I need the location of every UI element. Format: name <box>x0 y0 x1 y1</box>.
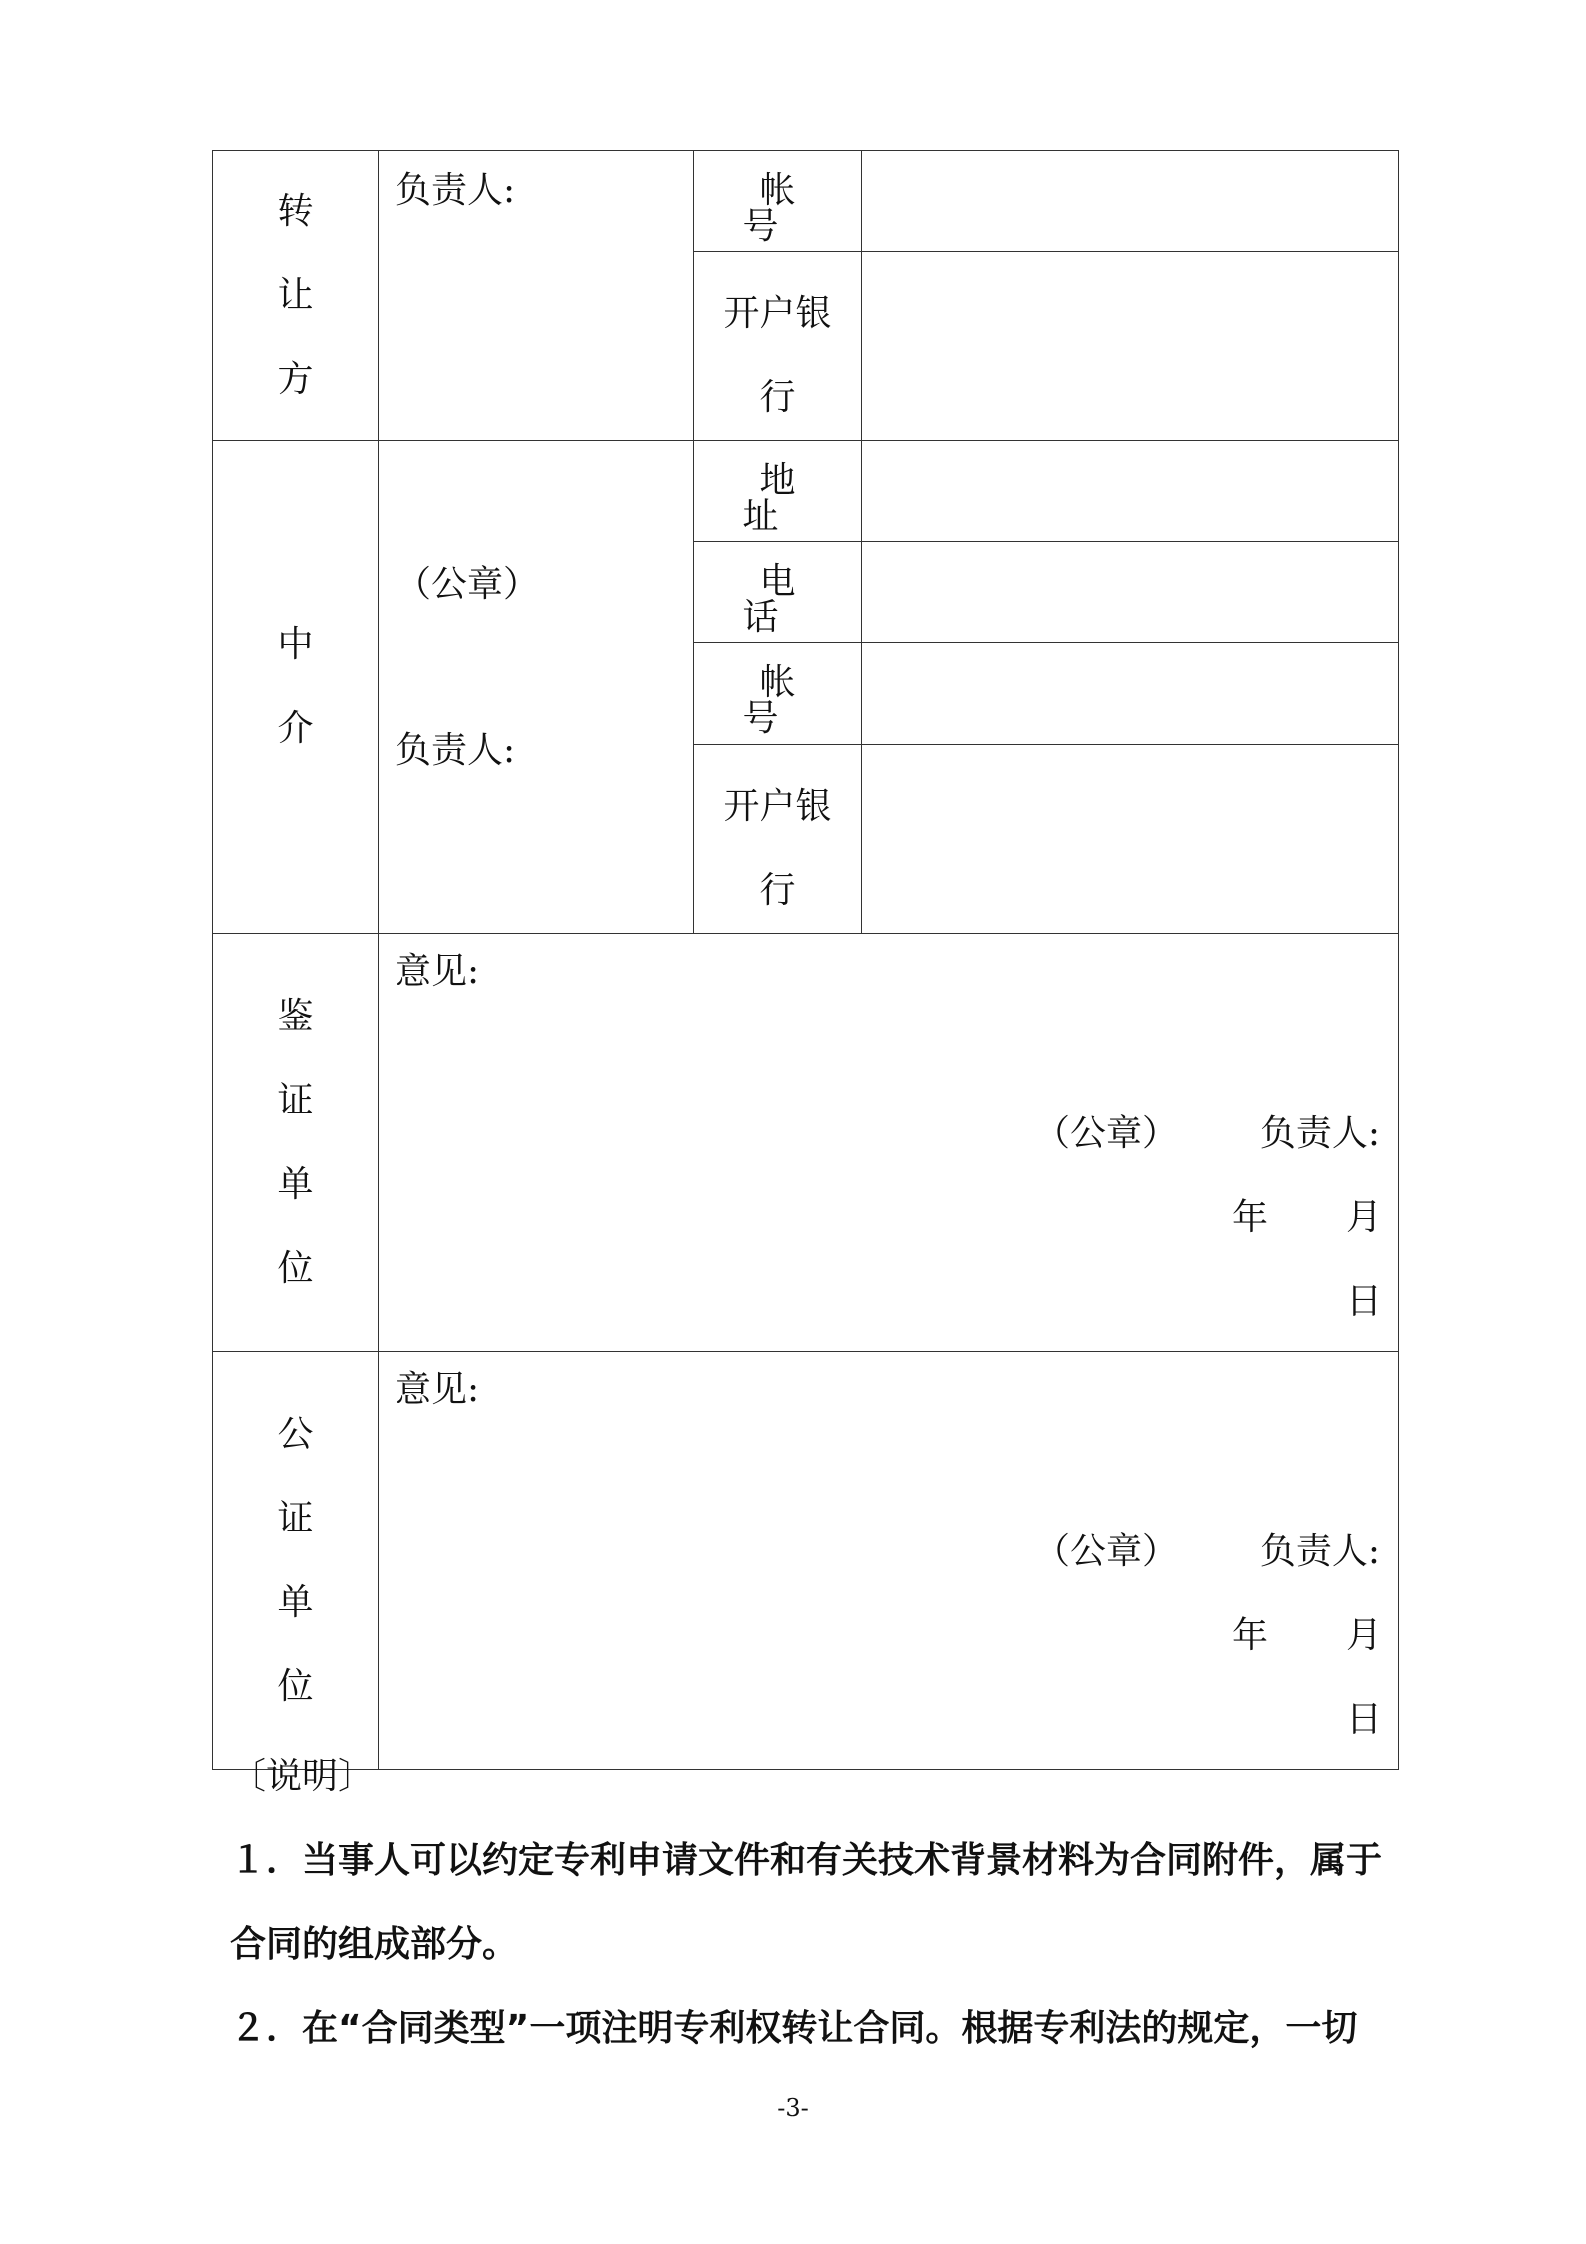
appraisal-label-char: 证 <box>277 1079 314 1121</box>
intermediary-label <box>213 441 379 934</box>
notary-label <box>213 1352 379 1770</box>
appraisal-label-char: 位 <box>277 1247 314 1289</box>
transferor-responsible-cell[interactable] <box>379 151 694 441</box>
intermediary-seal-cell[interactable] <box>379 441 694 934</box>
intermediary-address-value[interactable] <box>862 441 1399 542</box>
notary-label-char: 证 <box>277 1497 314 1539</box>
intermediary-seal: （公章） <box>395 564 540 605</box>
intermediary-bank-label <box>694 745 862 934</box>
transferor-account-value[interactable] <box>862 151 1399 252</box>
appraisal-opinion-label: 意见: <box>395 951 480 992</box>
appraisal-label-char: 单 <box>277 1163 314 1205</box>
notary-seal: （公章） <box>1033 1531 1178 1572</box>
appraisal-date-year: 年 <box>1232 1197 1269 1238</box>
transferor-responsible-label: 负责人: <box>395 170 516 211</box>
transferor-row-account <box>213 151 1399 252</box>
transferor-label-char: 让 <box>277 274 314 316</box>
notary-label-char: 公 <box>277 1413 314 1455</box>
intermediary-row-address <box>213 441 1399 542</box>
notes-heading: 〔说明〕 <box>230 1756 375 1797</box>
intermediary-account-value[interactable] <box>862 643 1399 745</box>
intermediary-phone-label: 电 话 <box>694 542 862 643</box>
contract-signature-table <box>212 150 1399 1770</box>
notary-responsible-label: 负责人: <box>1259 1531 1380 1572</box>
bank-label-line: 开户银 <box>723 786 832 827</box>
notary-date-year: 年 <box>1232 1615 1269 1656</box>
notary-label-char: 单 <box>277 1581 314 1623</box>
note-line: ２．在“合同类型”一项注明专利权转让合同。根据专利法的规定，一切 <box>230 2008 1358 2049</box>
notary-opinion-cell[interactable] <box>379 1352 1399 1770</box>
transferor-label <box>213 151 379 441</box>
appraisal-seal: （公章） <box>1033 1113 1178 1154</box>
page-number: -3- <box>777 2094 809 2122</box>
appraisal-row <box>213 934 1399 1352</box>
appraisal-opinion-cell[interactable] <box>379 934 1399 1352</box>
intermediary-label-char: 中 <box>277 624 314 665</box>
transferor-bank-value[interactable] <box>862 252 1399 441</box>
note-line: 合同的组成部分。 <box>230 1924 519 1965</box>
notary-date-day: 日 <box>1345 1699 1382 1740</box>
intermediary-phone-value[interactable] <box>862 542 1399 643</box>
transferor-label-char: 方 <box>277 358 314 400</box>
appraisal-label <box>213 934 379 1352</box>
appraisal-date-month: 月 <box>1345 1197 1382 1238</box>
transferor-label-char: 转 <box>277 190 314 232</box>
notary-row <box>213 1352 1399 1770</box>
notary-label-char: 位 <box>277 1665 314 1707</box>
intermediary-responsible-label: 负责人: <box>395 730 516 771</box>
transferor-account-label: 帐 号 <box>694 151 862 252</box>
notary-date-month: 月 <box>1345 1615 1382 1656</box>
intermediary-account-label: 帐 号 <box>694 643 862 745</box>
appraisal-date-day: 日 <box>1345 1281 1382 1322</box>
appraisal-label-char: 鉴 <box>277 995 314 1037</box>
intermediary-bank-value[interactable] <box>862 745 1399 934</box>
notary-opinion-label: 意见: <box>395 1369 480 1410</box>
intermediary-label-char: 介 <box>277 708 314 749</box>
appraisal-responsible-label: 负责人: <box>1259 1113 1380 1154</box>
note-line: １．当事人可以约定专利申请文件和有关技术背景材料为合同附件，属于 <box>230 1840 1383 1881</box>
intermediary-address-label: 地 址 <box>694 441 862 542</box>
transferor-bank-label <box>694 252 862 441</box>
bank-label-line: 开户银 <box>723 293 832 334</box>
bank-label-line: 行 <box>759 870 796 911</box>
bank-label-line: 行 <box>759 377 796 418</box>
